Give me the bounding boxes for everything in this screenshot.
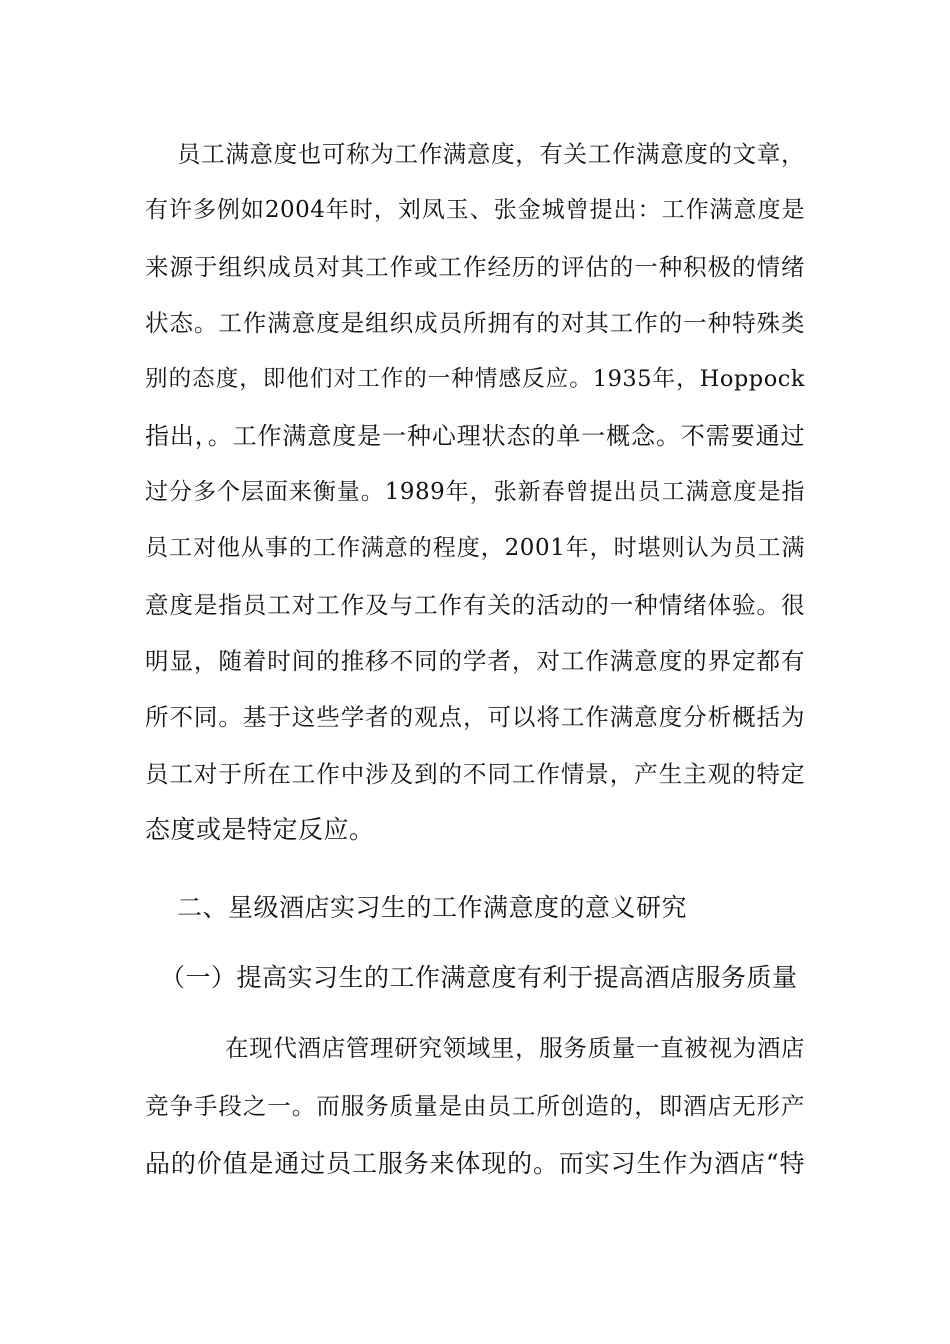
paragraph-line: 竞争手段之一。而服务质量是由员工所创造的，即酒店无形产 [145,1092,805,1120]
paragraph-line: 明显，随着时间的推移不同的学者，对工作满意度的界定都有 [145,647,805,675]
paragraph-line: 员工满意度也可称为工作满意度，有关工作满意度的文章， [177,140,805,168]
paragraph-line: 员工对他从事的工作满意的程度，2001年，时堪则认为员工满 [145,535,805,561]
paragraph-line: 有许多例如2004年时，刘凤玉、张金城曾提出：工作满意度是 [145,197,805,223]
paragraph-line: 态度或是特定反应。 [145,815,375,844]
paragraph-line: 过分多个层面来衡量。1989年，张新春曾提出员工满意度是指 [145,479,805,505]
paragraph-line: 意度是指员工对工作及与工作有关的活动的一种情绪体验。很 [145,591,805,619]
subsection-heading: （一）提高实习生的工作满意度有利于提高酒店服务质量 [160,963,798,992]
paragraph-line: 指出，。工作满意度是一种心理状态的单一概念。不需要通过 [145,422,805,450]
paragraph-line: 在现代酒店管理研究领域里，服务质量一直被视为酒店 [225,1034,805,1062]
paragraph-line: 来源于组织成员对其工作或工作经历的评估的一种积极的情绪 [145,253,805,281]
paragraph-line: 员工对于所在工作中涉及到的不同工作情景，产生主观的特定 [145,760,805,788]
paragraph-line: 状态。工作满意度是组织成员所拥有的对其工作的一种特殊类 [145,309,805,337]
section-heading: 二、星级酒店实习生的工作满意度的意义研究 [177,893,688,922]
paragraph-line: 品的价值是通过员工服务来体现的。而实习生作为酒店“特 [145,1149,805,1178]
paragraph-line: 别的态度，即他们对工作的一种情感反应。1935年，Hoppock [145,366,805,392]
paragraph-line: 所不同。基于这些学者的观点，可以将工作满意度分析概括为 [145,703,805,731]
